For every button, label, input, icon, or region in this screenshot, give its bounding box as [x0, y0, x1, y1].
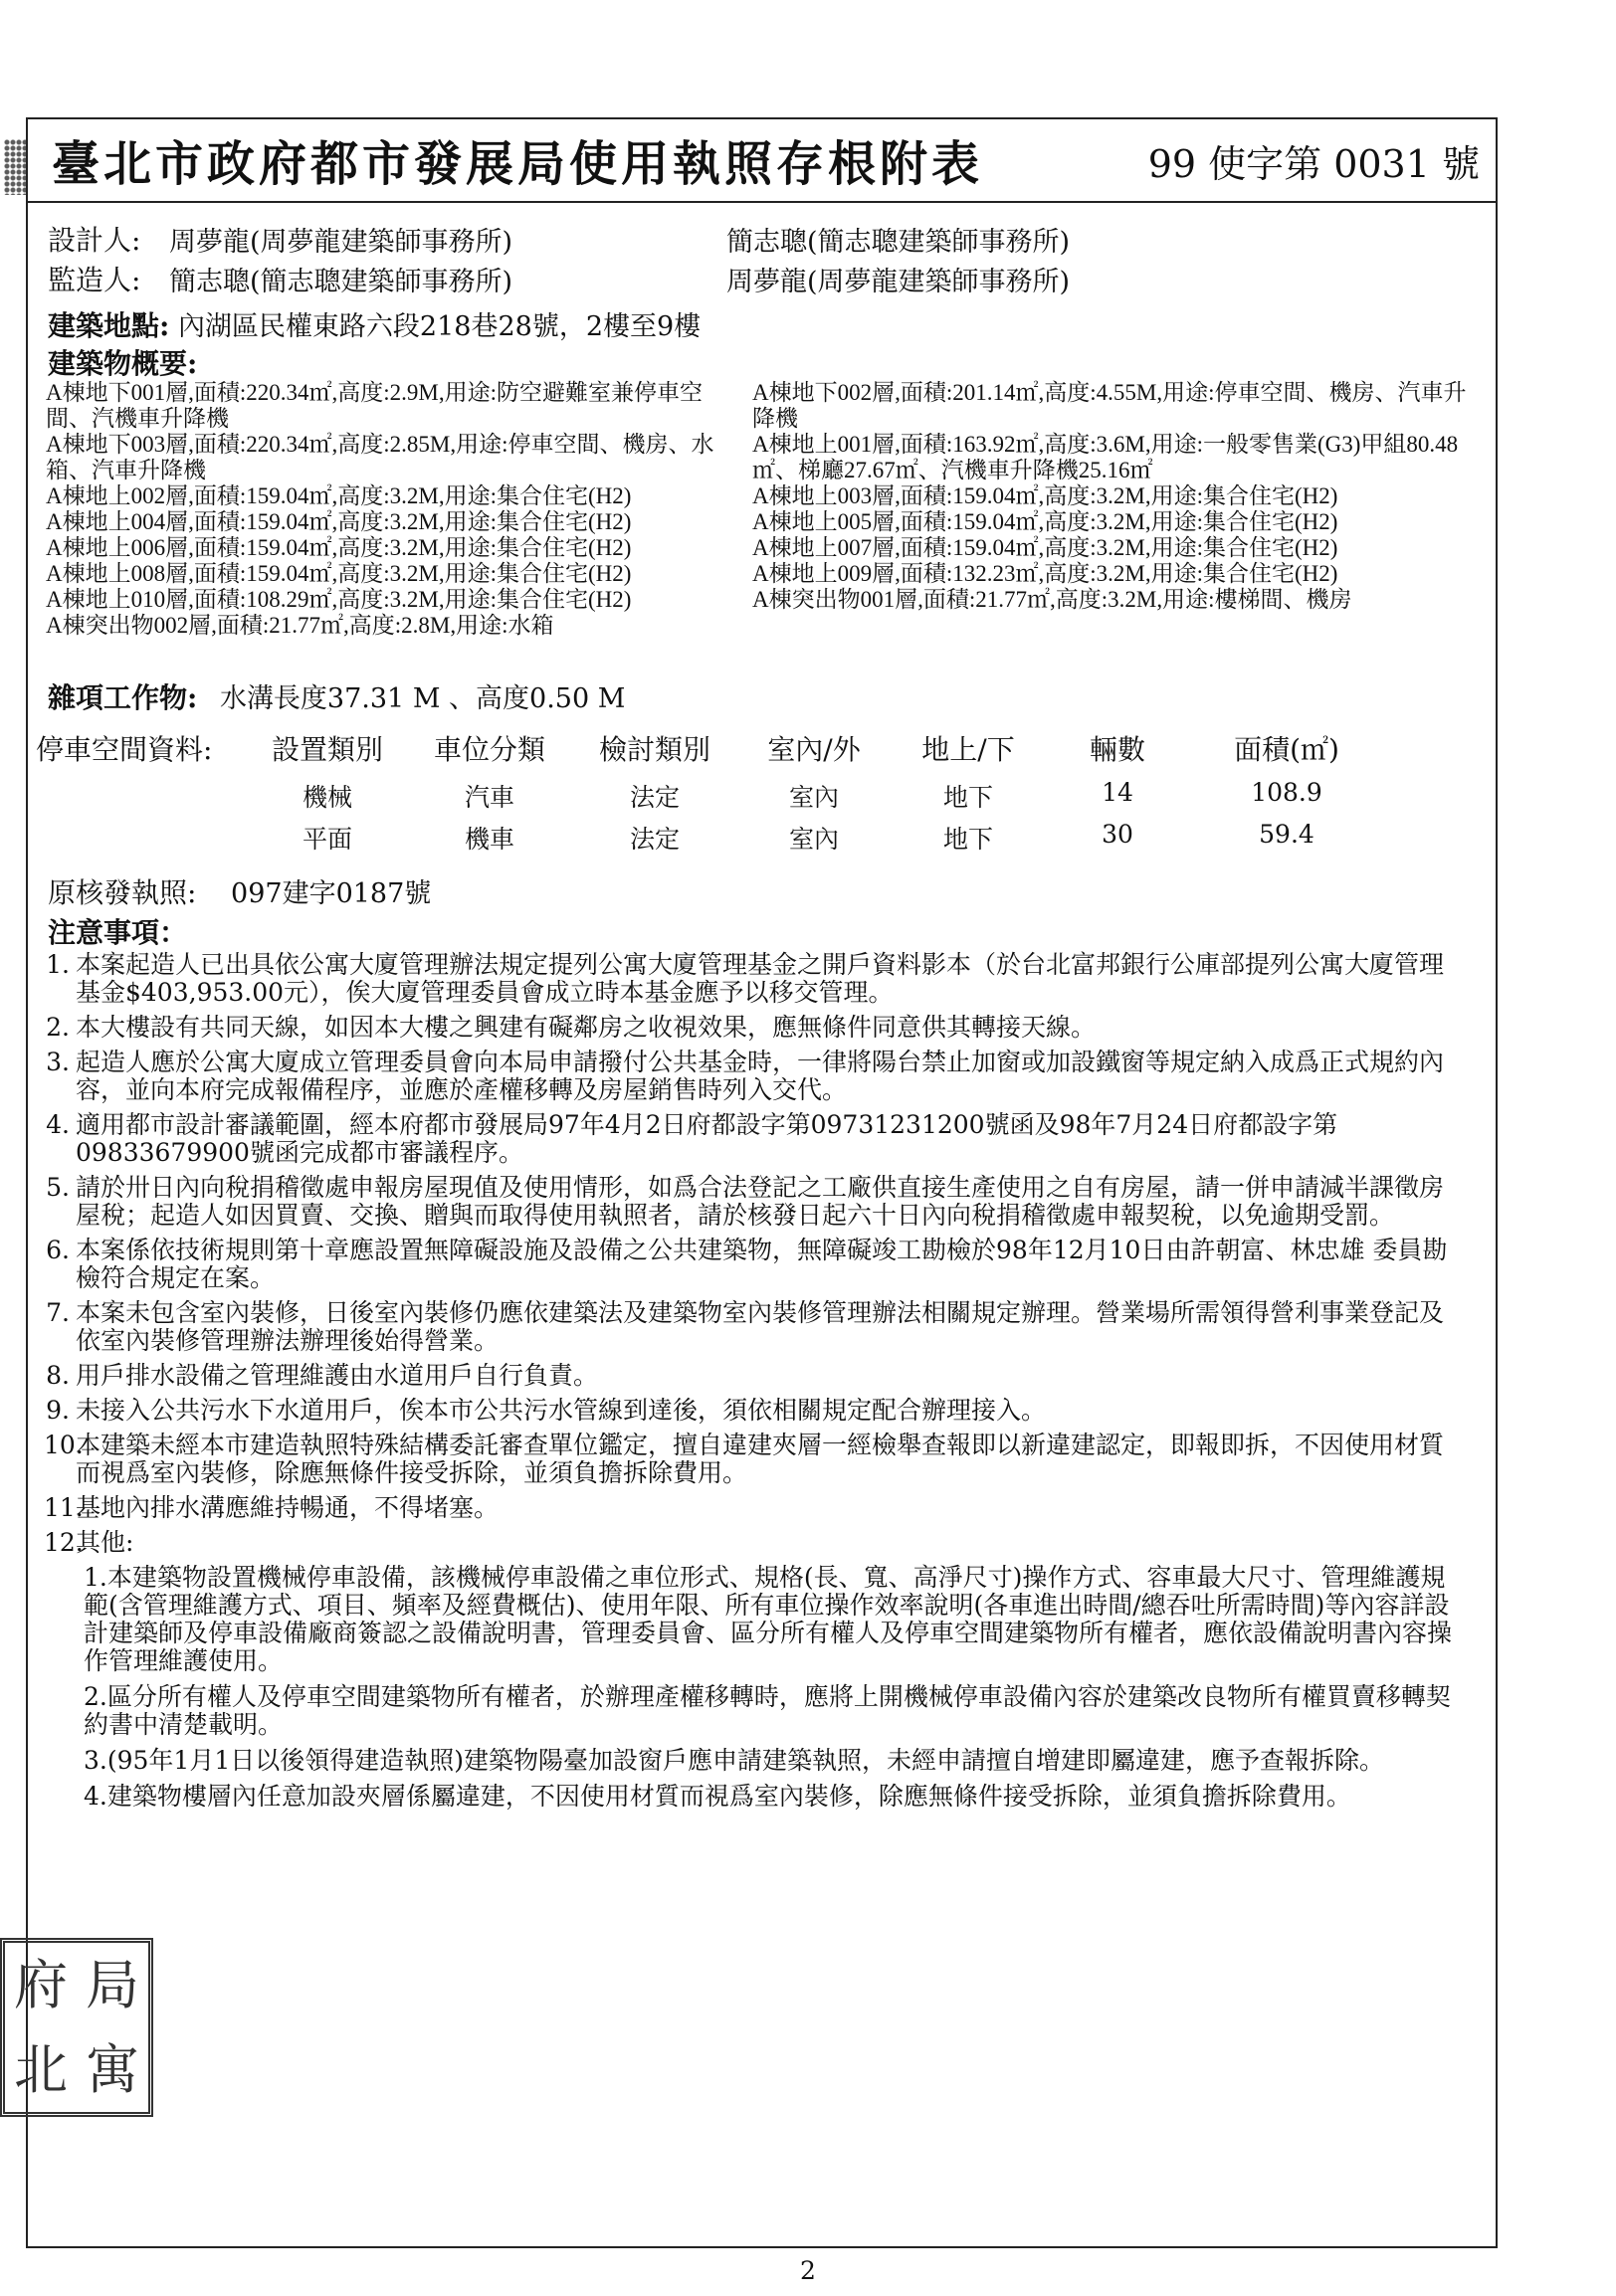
supervisor-first: 簡志聰(簡志聰建築師事務所): [169, 267, 513, 297]
parking-col-header: 檢討類別: [598, 733, 710, 766]
overview-label: 建築物概要:: [48, 347, 198, 380]
parking-col-header: 車位分類: [433, 733, 545, 766]
supervisor-second: 周夢龍(周夢龍建築師事務所): [726, 267, 1071, 297]
floor-entry: A棟地下003層,面積:220.34㎡,高度:2.85M,用途:停車空間、機房、水箱、汽車升降機: [46, 432, 714, 482]
seal-char: 府: [14, 1953, 68, 2016]
designer-first: 周夢龍(周夢龍建築師事務所): [169, 227, 513, 258]
sub-note-item: 2.區分所有權人及停車空間建築物所有權者，於辦理產權移轉時，應將上開機械停車設備內容於建築改良物所有權買賣移轉契約書中清楚載明。: [84, 1682, 1451, 1739]
parking-col-header: 設置類別: [271, 733, 383, 766]
form-title: 臺北市政府都市發展局使用執照存根附表: [52, 136, 984, 192]
floor-entry: A棟突出物001層,面積:21.77㎡,高度:3.2M,用途:樓梯間、機房: [752, 587, 1352, 612]
note-item: 7. 本案未包含室內裝修，日後室內裝修仍應依建築法及建築物室內裝修管理辦法相關規定辦理。營業場所需領得營利事業登記及依室內裝修管理辦法辦理後始得營業。: [46, 1298, 1445, 1355]
original-permit-row: [48, 871, 431, 911]
parking-col-header: 輛數: [1089, 733, 1145, 766]
parking-cell: 法定: [629, 783, 680, 812]
parking-cell: 機車: [464, 825, 514, 854]
parking-cell: 地下: [942, 783, 993, 812]
parking-cell: 平面: [302, 825, 352, 854]
floor-entry: A棟地上001層,面積:163.92㎡,高度:3.6M,用途:一般零售業(G3)甲組80.48㎡、梯廳27.67㎡、汽機車升降機25.16㎡: [752, 432, 1459, 482]
seal-char: 局: [86, 1953, 139, 2016]
site-label: 建築地點:: [48, 309, 170, 342]
misc-value: 水溝長度37.31 M 、高度0.50 M: [219, 683, 626, 714]
parking-cell: 法定: [629, 825, 680, 854]
floor-entry: A棟地上002層,面積:159.04㎡,高度:3.2M,用途:集合住宅(H2): [46, 483, 632, 508]
note-item: 9. 未接入公共污水下水道用戶，俟本市公共污水管線到達後，須依相關規定配合辦理接入。: [46, 1396, 1047, 1425]
floor-entry: A棟地上009層,面積:132.23㎡,高度:3.2M,用途:集合住宅(H2): [752, 561, 1338, 586]
parking-label: 停車空間資料:: [36, 733, 213, 766]
seal-char: 北: [14, 2037, 68, 2101]
official-seal-stamp: [0, 1938, 153, 2117]
parking-col-header: 地上/下: [921, 733, 1015, 766]
floor-entry: A棟地下002層,面積:201.14㎡,高度:4.55M,用途:停車空間、機房、汽車升降機: [752, 380, 1467, 431]
note-item: 5. 請於卅日內向稅捐稽徵處申報房屋現值及使用情形，如爲合法登記之工廠供直接生產使用之自有房屋，請一併申請減半課徵房屋稅；起造人如因買賣、交換、贈與而取得使用執照者，請於核發日起六十日內向稅捐稽徵處申報契稅，以免逾期受罰。: [46, 1173, 1445, 1230]
parking-cell: 108.9: [1251, 778, 1322, 807]
floor-entry: [750, 613, 1471, 639]
note-item: 4. 適用都市設計審議範圍，經本府都市發展局97年4月2日府都設字第09731231200號函及98年7月24日府都設字第09833679900號函完成都市審議程序。: [46, 1110, 1338, 1167]
site-value: 內湖區民權東路六段218巷28號，2樓至9樓: [177, 311, 702, 342]
sub-note-item: 1.本建築物設置機械停車設備，該機械停車設備之車位形式、規格(長、寬、高淨尺寸)操作方式、容車最大尺寸、管理維護規範(含管理維護方式、項目、頻率及經費概估)、使用年限、所有車位操作效率說明(各車進出時間/總吞吐所需時間)等內容詳設計建築師及停車設備廠商簽認之設備說明書，管理委員會、區分所有權人及停車空間建築物所有權者，應依設備說明書內容操作管理維護使用。: [84, 1563, 1453, 1675]
seal-char: 寓: [86, 2037, 139, 2101]
note-item: 12. 其他:: [44, 1528, 134, 1557]
parking-cell: 機械: [302, 783, 352, 812]
parking-cell: 59.4: [1259, 820, 1314, 849]
note-item: 11. 基地內排水溝應維持暢通，不得堵塞。: [44, 1493, 500, 1522]
note-item: 10. 本建築未經本市建造執照特殊結構委託審查單位鑑定，擅自違建夾層一經檢舉查報即以新違建認定，即報即拆，不因使用材質而視爲室內裝修，除應無條件接受拆除，並須負擔拆除費用。: [44, 1431, 1445, 1487]
parking-cell: 30: [1102, 820, 1133, 849]
floor-entry: A棟地上007層,面積:159.04㎡,高度:3.2M,用途:集合住宅(H2): [752, 535, 1338, 560]
misc-row: [48, 676, 625, 716]
parking-col-header: 面積(㎡): [1234, 733, 1339, 766]
scan-artifact: [4, 139, 28, 195]
note-item: 2. 本大樓設有共同天線，如因本大樓之興建有礙鄰房之收視效果，應無條件同意供其轉接天線。: [46, 1013, 1097, 1042]
original-permit-value: 097建字0187號: [231, 878, 432, 909]
floor-entry: A棟突出物002層,面積:21.77㎡,高度:2.8M,用途:水箱: [46, 613, 554, 638]
page-number: 2: [800, 2256, 816, 2285]
building-overview-grid: [28, 380, 1471, 639]
floor-entry: A棟地上005層,面積:159.04㎡,高度:3.2M,用途:集合住宅(H2): [752, 509, 1338, 534]
note-item: 6. 本案係依技術規則第十章應設置無障礙設施及設備之公共建築物，無障礙竣工勘檢於98年12月10日由許朝富、林忠雄 委員勘檢符合規定在案。: [46, 1236, 1448, 1292]
floor-entry: A棟地上010層,面積:108.29㎡,高度:3.2M,用途:集合住宅(H2): [46, 587, 632, 612]
floor-entry: A棟地上006層,面積:159.04㎡,高度:3.2M,用途:集合住宅(H2): [46, 535, 632, 560]
original-permit-label: 原核發執照:: [48, 876, 197, 909]
site-row: [48, 304, 701, 344]
floor-entry: A棟地下001層,面積:220.34㎡,高度:2.9M,用途:防空避難室兼停車空間、汽機車升降機: [46, 380, 703, 431]
supervisor-label: 監造人:: [48, 264, 141, 296]
floor-entry: A棟地上003層,面積:159.04㎡,高度:3.2M,用途:集合住宅(H2): [752, 483, 1338, 508]
note-item: 8. 用戶排水設備之管理維護由水道用戶自行負責。: [46, 1361, 599, 1390]
designer-label: 設計人:: [48, 224, 141, 257]
parking-cell: 14: [1102, 778, 1133, 807]
misc-label: 雜項工作物:: [48, 681, 198, 714]
sub-note-item: 3.(95年1月1日以後領得建造執照)建築物陽臺加設窗戶應申請建築執照，未經申請擅自增建即屬違建，應予查報拆除。: [84, 1746, 1384, 1775]
note-item: 3. 起造人應於公寓大廈成立管理委員會向本局申請撥付公共基金時，一律將陽台禁止加窗或加設鐵窗等規定納入成爲正式規約內容，並向本府完成報備程序，並應於產權移轉及房屋銷售時列入交代。: [46, 1048, 1445, 1104]
parking-cell: 地下: [942, 825, 993, 854]
form-header: [28, 119, 1496, 203]
parking-cell: 室內: [788, 783, 839, 812]
parking-cell: 室內: [788, 825, 839, 854]
permit-number: 99 使字第 0031 號: [1147, 142, 1480, 186]
sub-note-item: 4.建築物樓層內任意加設夾層係屬違建，不因使用材質而視爲室內裝修，除應無條件接受拆除，並須負擔拆除費用。: [84, 1782, 1351, 1811]
notes-label: 注意事項：: [48, 916, 188, 949]
note-item: 1. 本案起造人已出具依公寓大廈管理辦法規定提列公寓大廈管理基金之開戶資料影本（於台北富邦銀行公庫部提列公寓大廈管理基金$403,953.00元），俟大廈管理委員會成立時本基金應予以移交管理。: [46, 950, 1445, 1007]
designer-second: 簡志聰(簡志聰建築師事務所): [726, 227, 1071, 258]
notes-list: [44, 951, 1457, 1818]
floor-entry: A棟地上004層,面積:159.04㎡,高度:3.2M,用途:集合住宅(H2): [46, 509, 632, 534]
parking-col-header: 室內/外: [767, 733, 861, 766]
floor-entry: A棟地上008層,面積:159.04㎡,高度:3.2M,用途:集合住宅(H2): [46, 561, 632, 586]
parking-cell: 汽車: [464, 783, 514, 812]
